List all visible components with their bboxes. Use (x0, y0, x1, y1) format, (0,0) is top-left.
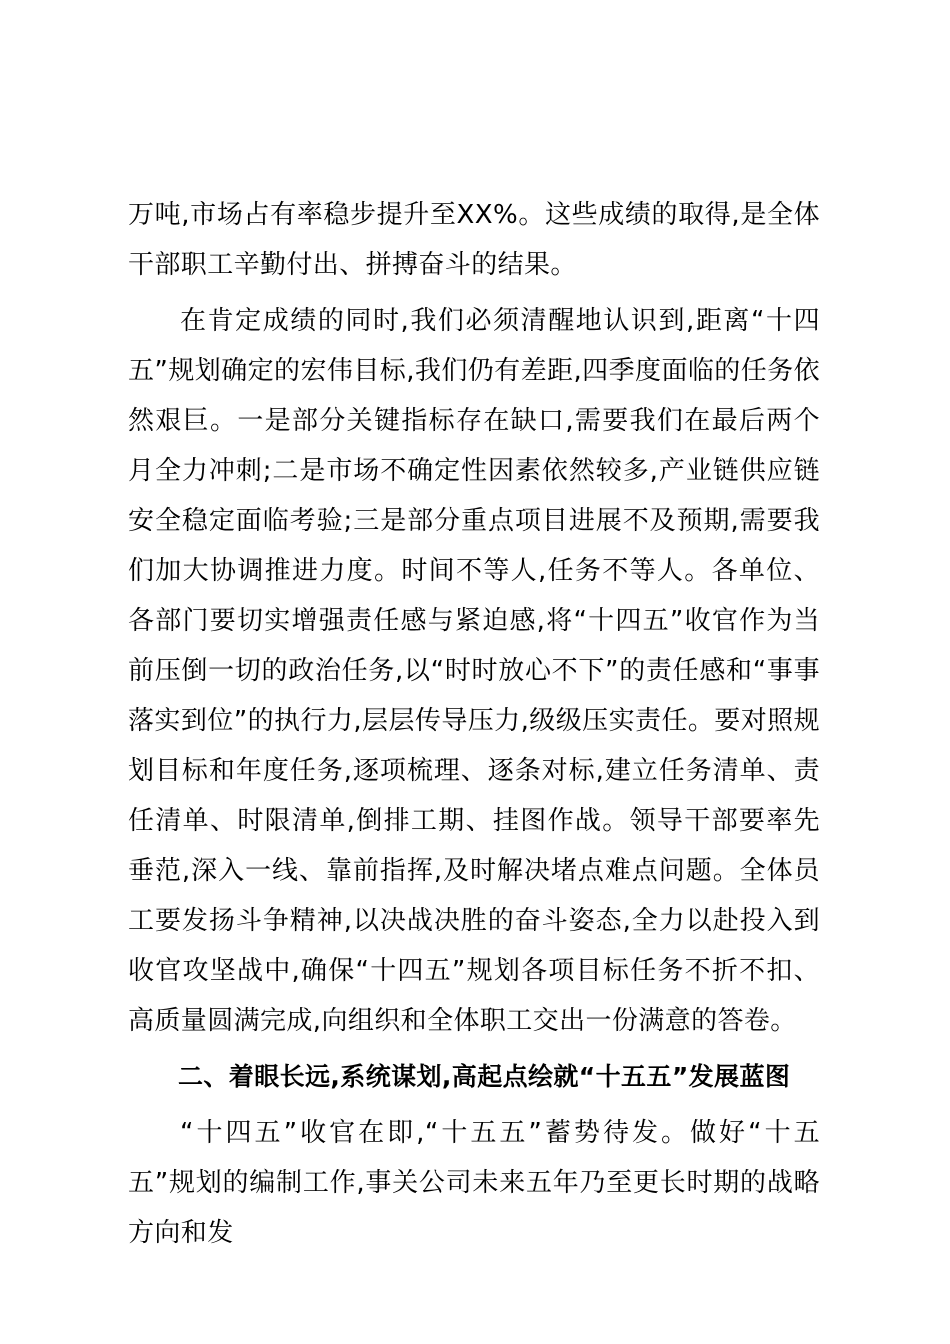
paragraph-body: 在肯定成绩的同时,我们必须清醒地认识到,距离“十四五”规划确定的宏伟目标,我们仍有差距,四季度面临的任务依然艰巨。一是部分关键指标存在缺口,需要我们在最后两个月全力冲刺;二是市场不确定性因素依然较多,产业链供应链安全稳定面临考验;三是部分重点项目进展不及预期,需要我们加大协调推进力度。时间不等人,任务不等人。各单位、各部门要切实增强责任感与紧迫感,将“十四五”收官作为当前压倒一切的政治任务,以“时时放心不下”的责任感和“事事落实到位”的执行力,层层传导压力,级级压实责任。要对照规划目标和年度任务,逐项梳理、逐条对标,建立任务清单、责任清单、时限清单,倒排工期、挂图作战。领导干部要率先垂范,深入一线、靠前指挥,及时解决堵点难点问题。全体员工要发扬斗争精神,以决战决胜的奋斗姿态,全力以赴投入到收官攻坚战中,确保“十四五”规划各项目标任务不折不扣、高质量圆满完成,向组织和全体职工交出一份满意的答卷。 (128, 306, 820, 1036)
section-heading: 二、着眼长远,系统谋划,高起点绘就“十五五”发展蓝图 (178, 1062, 791, 1091)
paragraph-continuation: 万吨,市场占有率稳步提升至XX%。这些成绩的取得,是全体干部职工辛勤付出、拼搏奋斗的结果。 (128, 200, 820, 280)
document-body (128, 190, 820, 1264)
paragraph-body: “十四五”收官在即,“十五五”蓄势待发。做好“十五五”规划的编制工作,事关公司未来五年乃至更长时期的战略方向和发 (128, 1118, 820, 1248)
